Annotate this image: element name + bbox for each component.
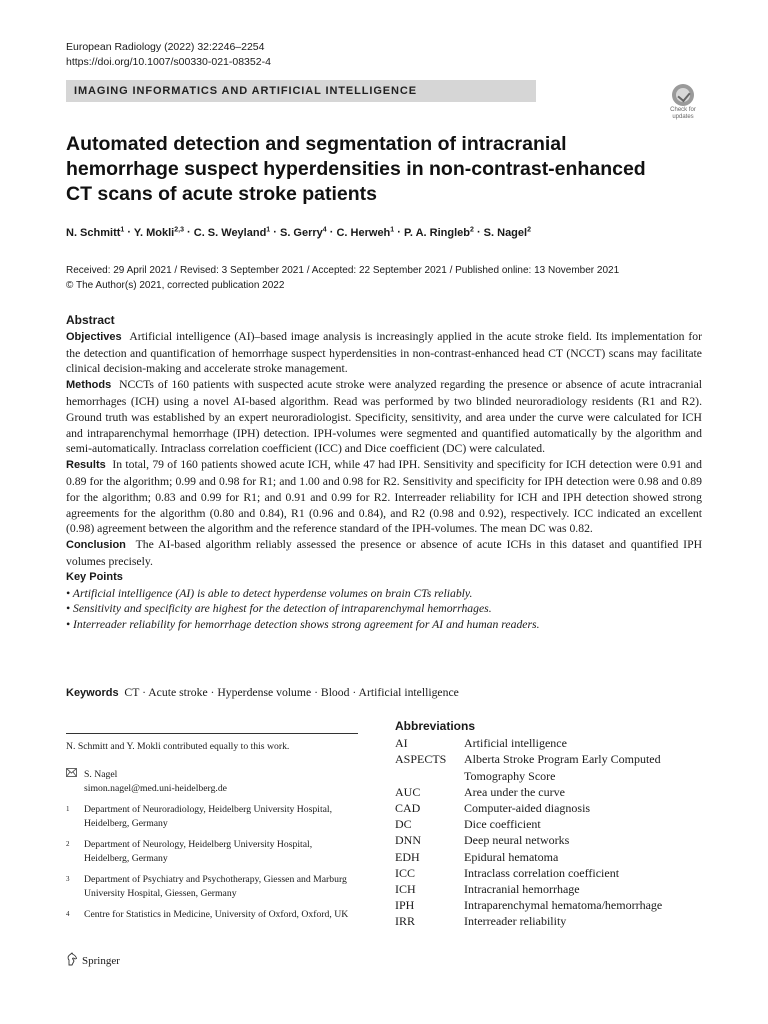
abbreviation-row (395, 800, 715, 816)
abbreviation-term: AI (395, 736, 408, 751)
key-point-item: • Sensitivity and specificity are highest for the detection of intraparenchymal hemorrhages. (66, 602, 492, 616)
author-name: P. A. Ringleb (403, 226, 470, 239)
springer-horse-icon (66, 952, 78, 969)
abbreviation-row (395, 816, 715, 832)
methods-label: Methods (66, 379, 112, 392)
affiliation-item (66, 838, 358, 866)
author[interactable] (194, 227, 270, 239)
abbreviation-definition: Alberta Stroke Program Early Computed Tomography Score (464, 752, 661, 783)
corresponding-author (66, 768, 358, 796)
abbreviation-definition: Epidural hematoma (464, 849, 559, 864)
abbreviation-definition: Intraclass correlation coefficient (464, 865, 620, 880)
objectives-text: Artificial intelligence (AI)–based image analysis is increasingly applied in the acute stroke field. Its implementation for the detection and quantification of hemorrhage suspect hyperdensities in non-contrast-enhanced head CT (NCCT) scans may facilitate clinical decision-making and accelerate stroke management. (66, 329, 703, 376)
abbreviation-definition: Deep neural networks (464, 833, 570, 848)
author-list (66, 226, 531, 239)
check-updates-label: Check for updates (670, 107, 696, 120)
abbreviation-definition: Dice coefficient (464, 817, 541, 832)
history-dates: Received: 29 April 2021 / Revised: 3 September 2021 / Accepted: 22 September 2021 / Published online: 13 November 2021 (66, 265, 620, 276)
author[interactable] (484, 227, 531, 239)
abbreviation-term: IRR (395, 914, 416, 929)
author-name: C. Herweh (336, 226, 391, 239)
abbreviation-row (395, 865, 715, 881)
affiliation-number: 1 (66, 805, 70, 813)
author-separator: · (183, 226, 194, 239)
abbreviation-term: AUC (395, 784, 421, 799)
abbreviation-term: ICH (395, 882, 416, 897)
results-text: In total, 79 of 160 patients showed acute ICH, while 47 had IPH. Sensitivity and specificity for ICH detection were 0.91 and 0.89 for the algorithm; 0.99 and 0.98 for R1; and 1.00 and 0.98 for R2. Sensitivity and specificity for IPH detection were 0.98 and 0.89 for the algorithm; 0.83 and 0.99 for R1; and 0.91 and 0.99 for R2. Interreader reliability for ICH and IPH detection showed strong agreements for the algorithm (0.80 and 0.84), R1 (0.96 and 0.84), and R2 (0.98 and 0.92), respectively. ICC indicated an excellent (0.98) agreement between the algorithm and the reference standard of the IPH-volumes. The mean DC was 0.82. (66, 458, 702, 536)
section-banner: IMAGING INFORMATICS AND ARTIFICIAL INTELLIGENCE (66, 80, 536, 102)
abbreviation-term: ASPECTS (395, 752, 447, 767)
conclusion-paragraph (66, 537, 702, 570)
key-points-label: Key Points (66, 570, 123, 583)
abbreviation-term: DC (395, 817, 412, 832)
envelope-icon (66, 768, 84, 796)
abstract-heading: Abstract (66, 313, 115, 327)
methods-text: NCCTs of 160 patients with suspected acute stroke were analyzed regarding the presence or absence of acute intracranial hemorrhages (ICH) using a novel AI-based algorithm. Read was performed by two blinded neuroradiology residents (R1 and R2). Ground truth was established by an expert neuroradiologist. Specificity, sensitivity, and area under the curve were calculated for ICH and intraparenchymal hemorrhage (IPH) detection. IPH-volumes were segmented and quantified automatically by the algorithm and semi-automatically. Intraclass correlation coefficient (ICC) and Dice coefficient (DC) were calculated. (66, 378, 702, 456)
abbreviation-term: DNN (395, 833, 421, 848)
author-name: Y. Mokli (133, 226, 175, 239)
affiliation-number: 4 (66, 910, 70, 918)
key-point-item: • Interreader reliability for hemorrhage detection shows strong agreement for AI and human readers. (66, 618, 540, 632)
author[interactable] (280, 227, 327, 239)
abbreviation-definition: Computer-aided diagnosis (464, 801, 591, 816)
abbreviation-row (395, 735, 715, 751)
objectives-paragraph (66, 329, 702, 377)
author[interactable] (404, 227, 474, 239)
author-separator: · (473, 226, 484, 239)
corresponding-email-link[interactable]: simon.nagel@med.uni-heidelberg.de (84, 783, 227, 794)
abbreviation-term: ICC (395, 865, 416, 880)
publisher-footer (66, 952, 120, 969)
author-affiliation-marker: 2,3 (174, 226, 184, 233)
abbreviation-definition: Intraparenchymal hematoma/hemorrhage (464, 898, 663, 913)
affiliation-text: Department of Neurology, Heidelberg University Hospital, Heidelberg, Germany (84, 839, 313, 864)
abbreviation-definition: Intracranial hemorrhage (464, 882, 580, 897)
author-affiliation-marker: 4 (322, 226, 327, 233)
affiliation-text: Department of Psychiatry and Psychotherapy, Giessen and Marburg University Hospital, Giessen, Germany (84, 874, 347, 899)
author-separator: · (394, 226, 404, 239)
conclusion-label: Conclusion (66, 539, 126, 552)
footnote-divider (66, 733, 358, 734)
author-affiliation-marker: 1 (266, 226, 271, 233)
results-label: Results (66, 459, 106, 472)
author-separator: · (124, 226, 134, 239)
affiliation-number: 3 (66, 875, 70, 883)
methods-paragraph (66, 377, 702, 457)
keywords-text: CT · Acute stroke · Hyperdense volume · Blood · Artificial intelligence (124, 686, 459, 699)
author-name: C. S. Weyland (193, 226, 267, 239)
affiliation-item (66, 908, 358, 922)
author-separator: · (270, 226, 280, 239)
author[interactable] (134, 227, 184, 239)
author-affiliation-marker: 1 (390, 226, 395, 233)
author[interactable] (66, 227, 124, 239)
journal-header (66, 40, 271, 70)
article-dates (66, 263, 706, 293)
affiliation-item (66, 873, 358, 901)
abbreviation-row (395, 832, 715, 848)
abbreviation-row (395, 784, 715, 800)
publisher-name: Springer (82, 954, 120, 967)
footnotes (66, 740, 358, 929)
abbreviation-term: CAD (395, 801, 421, 816)
check-updates-icon (672, 84, 694, 106)
affiliation-text: Department of Neuroradiology, Heidelberg University Hospital, Heidelberg, Germany (84, 804, 333, 829)
abbreviation-term: IPH (395, 898, 415, 913)
doi-link[interactable]: https://doi.org/10.1007/s00330-021-08352-4 (66, 56, 271, 68)
abbreviation-row (395, 913, 715, 929)
affiliation-number: 2 (66, 840, 70, 848)
author-name: S. Nagel (483, 226, 528, 239)
key-point-item: • Artificial intelligence (AI) is able to detect hyperdense volumes on brain CTs reliably. (66, 586, 473, 600)
results-paragraph (66, 457, 702, 537)
abbreviation-definition: Artificial intelligence (464, 736, 567, 751)
objectives-label: Objectives (66, 330, 122, 343)
abbreviation-row (395, 881, 715, 897)
journal-citation: European Radiology (2022) 32:2246–2254 (66, 41, 265, 53)
author-name: S. Gerry (279, 226, 323, 239)
abbreviations-heading: Abbreviations (395, 719, 476, 733)
abbreviation-definition: Interreader reliability (464, 914, 567, 929)
author-separator: · (326, 226, 337, 239)
author[interactable] (336, 227, 394, 239)
affiliation-text: Centre for Statistics in Medicine, University of Oxford, Oxford, UK (84, 909, 349, 920)
abstract (66, 313, 702, 633)
abbreviation-row (395, 849, 715, 865)
author-affiliation-marker: 1 (120, 226, 125, 233)
conclusion-text: The AI-based algorithm reliably assessed the presence or absence of acute ICHs in this dataset and quantified IPH volumes precisely. (66, 538, 703, 568)
keywords (66, 686, 459, 699)
corresponding-name: S. Nagel (84, 769, 118, 780)
abbreviation-row (395, 897, 715, 913)
copyright-line: © The Author(s) 2021, corrected publication 2022 (66, 280, 285, 291)
abbreviation-definition: Area under the curve (464, 784, 565, 799)
equal-contribution-note: N. Schmitt and Y. Mokli contributed equally to this work. (66, 741, 290, 752)
author-affiliation-marker: 2 (527, 226, 531, 233)
article-title: Automated detection and segmentation of intracranial hemorrhage suspect hyperdensities in non-contrast-enhanced CT scans of acute stroke patients (66, 133, 646, 205)
author-affiliation-marker: 2 (469, 226, 474, 233)
abbreviations (395, 718, 715, 930)
affiliation-item (66, 803, 358, 831)
abbreviation-row (395, 751, 715, 783)
keywords-label: Keywords (66, 687, 119, 699)
author-name: N. Schmitt (66, 226, 121, 239)
check-for-updates-button[interactable] (664, 84, 702, 122)
abbreviation-term: EDH (395, 849, 420, 864)
